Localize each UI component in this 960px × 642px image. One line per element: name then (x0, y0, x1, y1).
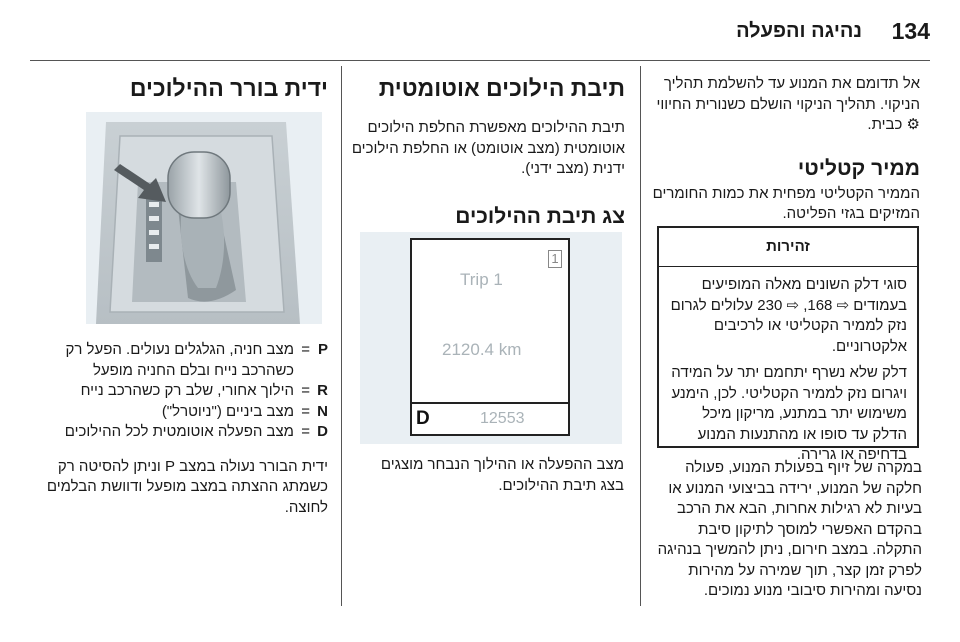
header-rule (30, 60, 930, 61)
right-column (652, 74, 920, 225)
catalytic-heading: ממיר קטליטי (797, 156, 920, 180)
selector-positions-list (28, 340, 328, 518)
chapter-title: נהיגה והפעלה (736, 20, 862, 42)
automatic-transmission-heading: תיבת הילוכים אוטומטית (378, 75, 625, 101)
position-r (28, 381, 328, 402)
equals-sign: = (301, 402, 310, 420)
equals-sign: = (301, 341, 310, 358)
position-n (28, 402, 328, 423)
instrument-display (410, 238, 570, 436)
display-caption: מצב ההפעלה או ההילוך הנבחר מוצגים בצג תיבת ההילוכים. (380, 456, 624, 494)
position-description: מצב הפעלה אוטומטית לכל ההילוכים (64, 423, 294, 440)
warning-box (657, 226, 919, 463)
gear-lever-illustration (86, 112, 322, 324)
position-p (28, 340, 328, 381)
column-divider-left (341, 66, 342, 606)
malfunction-text: במקרה של זיוף בפעולת המנוע, פעולה חלקה של המנוע, ירידה בביצועי המנוע או בעיות לא רגילות אחרות, הבא את הרכב בהקדם האפשרי למוסך לתיקון סיבת התקלה. במצב חירום, ניתן להמשיך בנהיגה לפרק זמן קצר, תוך שמירה על מהירות נסיעה ומהירות סיבובי מנוע נמוכים. (657, 459, 922, 599)
cleaning-text: אל תדומם את המנוע עד להשלמת תהליך הניקוי. תהליך הניקוי הושלם כשנורית החיווי ⚙ כבית. (656, 75, 920, 133)
position-d (28, 422, 328, 443)
left-column (28, 74, 328, 102)
transmission-display-heading: צג תיבת ההילוכים (455, 204, 625, 228)
gear-indicator: D (416, 408, 430, 429)
automatic-transmission-intro: תיבת ההילוכים מאפשרת החלפת הילוכים אוטומטית (מצב אוטומט) או החלפת הילוכים ידנית (מצב ידני). (351, 119, 625, 177)
page-header (30, 14, 930, 54)
corner-indicator-icon: 1 (548, 250, 562, 268)
position-description: הילוך אחורי, שלב רק כשהרכב נייח (80, 382, 294, 399)
column-divider-right (640, 66, 641, 606)
position-key: R (317, 382, 328, 399)
catalytic-text: הממיר הקטליטי מפחית את כמות החומרים המזיקים בגזי הפליטה. (652, 184, 920, 222)
transmission-display-figure (360, 232, 622, 444)
lever-lock-text: ידית הבורר נעולה במצב P וניתן להסיטה רק כשמתג ההצתה במצב מופעל ודוושת הבלמים לחוצה. (46, 457, 328, 516)
position-description: מצב חניה, הגלגלים נעולים. הפעל רק כשהרכב נייח ובלם החניה מופעל (65, 341, 294, 379)
warning-paragraph-2: דלק שלא נשרף יתחמם יתר על המידה ויגרום נזק לממיר הקטליטי. לכן, הימנע משימוש יתר במתנע, מריקון מיכל הדלק עד סופו או מהתנעות המנוע בדחיפה או גרירה. (671, 364, 907, 463)
selector-lever-heading: ידית בורר ההילוכים (129, 75, 328, 101)
position-key: N (317, 402, 328, 420)
warning-paragraph-1: סוגי דלק השונים מאלה המופיעים בעמודים ⇨ 168, ⇨ 230 עלולים לגרום נזק לממיר הקטליטי או לרכיבים אלקטרוניים. (670, 276, 907, 355)
trip-value: 2120.4 km (442, 340, 522, 359)
position-key: D (317, 423, 328, 440)
odometer-value: 12553 (480, 410, 525, 427)
display-bottom-divider (412, 402, 568, 404)
trip-label: Trip 1 (460, 270, 503, 289)
warning-title: זהירות (659, 228, 917, 267)
page-number: 134 (891, 18, 930, 44)
equals-sign: = (301, 382, 310, 399)
position-key: P (317, 341, 328, 358)
middle-column (350, 74, 625, 230)
equals-sign: = (301, 423, 310, 440)
position-description: מצב ביניים ("ניוטרל") (161, 402, 294, 420)
selector-lever-figure (86, 112, 322, 324)
